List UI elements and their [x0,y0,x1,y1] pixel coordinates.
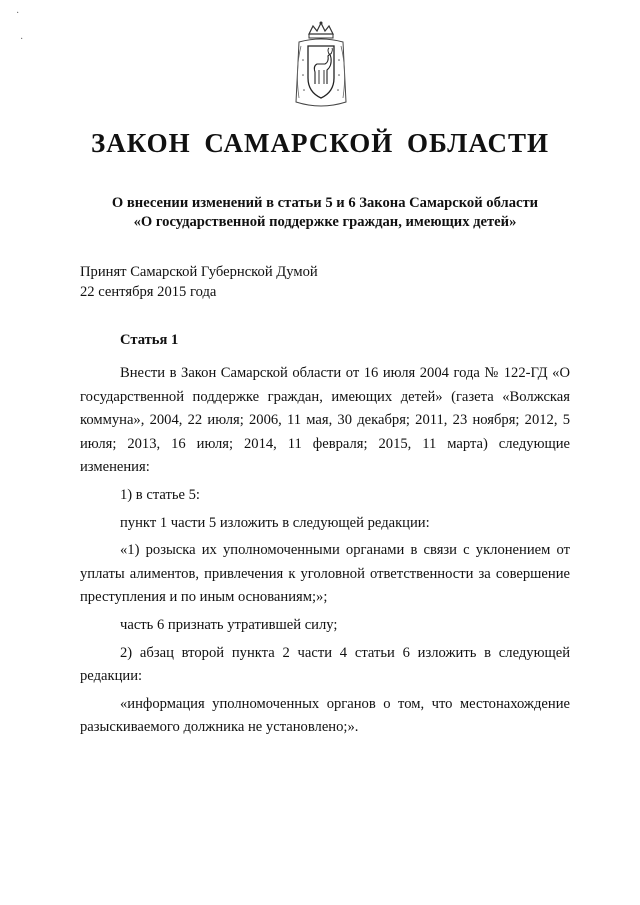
scan-speck: · [20,34,24,45]
law-title: ЗАКОН САМАРСКОЙ ОБЛАСТИ [91,128,549,158]
paragraph: 1) в статье 5: [120,486,200,503]
subtitle-line: «О государственной поддержке граждан, имеющих детей» [133,214,517,230]
paragraph: Внести в Закон Самарской области от 16 июля 2004 года № 122-ГД «О государственной поддержке граждан, имеющих детей» (газета «Волжская коммуна», 2004, 22 июля; 2006, 11 мая, 30 декабря; 2011, 23 ноября; 2012, 5 июля; 2013, 16 июля; 2014, 11 февраля; 2015, 11 марта) следующие изменения: [80,365,570,476]
paragraph: «1) розыска их уполномоченными органами в связи с уклонением от уплаты алиментов, привлечения к уголовной ответственности за совершение преступления и по иным основаниям;»; [80,542,570,606]
coat-of-arms-icon [291,20,351,110]
paragraph: часть 6 признать утратившей силу; [120,616,338,633]
adoption-body: Принят Самарской Губернской Думой [80,264,318,280]
law-subtitle [80,194,570,232]
article-body [80,362,570,740]
adoption-info [80,262,570,302]
paragraph: «информация уполномоченных органов о том, что местонахождение разыскиваемого должника не установлено;». [80,695,570,736]
paragraph: 2) абзац второй пункта 2 части 4 статьи 6 изложить в следующей редакции: [80,644,570,685]
adoption-date: 22 сентября 2015 года [80,284,217,300]
paragraph: пункт 1 части 5 изложить в следующей редакции: [120,514,430,531]
scan-speck: · [16,8,20,19]
article-heading: Статья 1 [120,332,179,348]
subtitle-line: О внесении изменений в статьи 5 и 6 Закона Самарской области [111,195,539,211]
